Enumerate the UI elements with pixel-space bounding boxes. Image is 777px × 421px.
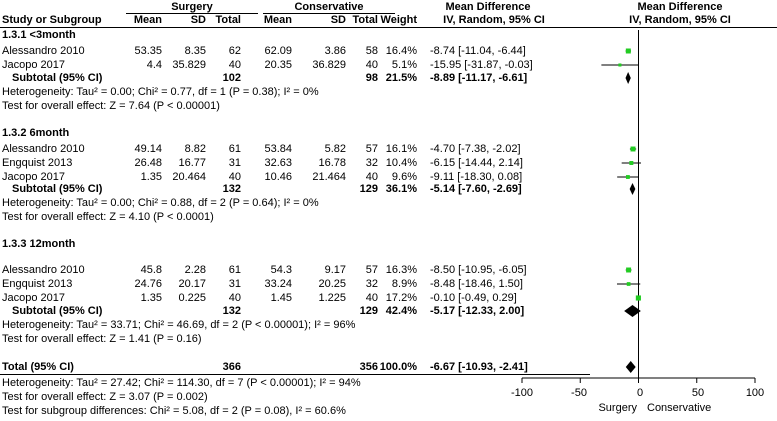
mean1-value: 1.35 [140, 292, 162, 304]
ci-value: -6.15 [-14.44, 2.14] [430, 157, 523, 169]
ci-value: -8.74 [-11.04, -6.44] [430, 45, 526, 57]
sd2-value: 5.82 [324, 143, 346, 155]
ci-value: -8.50 [-10.95, -6.05] [430, 264, 527, 276]
total2-value: 40 [365, 171, 378, 183]
heterogeneity-text: Heterogeneity: Tau² = 0.00; Chi² = 0.77, df = 1 (P = 0.38); I² = 0% [2, 86, 319, 98]
total1-value: 31 [228, 278, 241, 290]
total1-value: 61 [228, 143, 241, 155]
sd1-value: 16.77 [178, 157, 206, 169]
study-marker [626, 175, 630, 179]
total2-value: 40 [365, 59, 378, 71]
study-name: Jacopo 2017 [2, 292, 65, 304]
sd1-header: SD [190, 14, 206, 26]
favours-right-label: Conservative [647, 402, 712, 414]
overall-effect-text: Test for overall effect: Z = 4.10 (P < 0.0001) [2, 211, 214, 223]
heterogeneity-text: Heterogeneity: Tau² = 33.71; Chi² = 46.69, df = 2 (P < 0.00001); I² = 96% [2, 319, 356, 331]
study-name: Alessandro 2010 [2, 143, 85, 155]
weight-value: 16.3% [385, 264, 417, 276]
mean2-value: 1.45 [270, 292, 292, 304]
grand-total-weight: 100.0% [379, 361, 417, 373]
x-tick-label: -100 [510, 387, 534, 399]
sd1-value: 2.28 [184, 264, 206, 276]
study-name: Engquist 2013 [2, 278, 73, 290]
total1-value: 40 [228, 171, 241, 183]
subtotal-weight: 36.1% [385, 183, 417, 195]
mean2-value: 32.63 [264, 157, 292, 169]
sd1-value: 35.829 [172, 59, 206, 71]
weight-value: 17.2% [385, 292, 417, 304]
mean1-value: 26.48 [134, 157, 162, 169]
subgroup-label: 1.3.1 <3month [2, 29, 76, 41]
sd1-value: 8.82 [184, 143, 206, 155]
study-marker [631, 147, 636, 152]
subtotal-total2: 98 [365, 72, 378, 84]
total2-value: 32 [365, 278, 378, 290]
total1-header: Total [215, 14, 241, 26]
total1-value: 62 [228, 45, 241, 57]
weight-header: Weight [380, 14, 417, 26]
weight-value: 16.1% [385, 143, 417, 155]
subtotal-ci: -5.14 [-7.60, -2.69] [430, 183, 522, 195]
total-label: Total (95% CI) [2, 361, 74, 373]
ci-value: -8.48 [-18.46, 1.50] [430, 278, 523, 290]
overall-effect-text: Test for overall effect: Z = 1.41 (P = 0.16) [2, 333, 202, 345]
mean2-value: 62.09 [264, 45, 292, 57]
subtotal-total2: 129 [359, 305, 378, 317]
sd1-value: 0.225 [178, 292, 206, 304]
subtotal-ci: -5.17 [-12.33, 2.00] [430, 305, 525, 317]
plot-title-header: Mean Difference [637, 1, 723, 13]
x-tick-label: 100 [745, 387, 765, 399]
total2-value: 57 [365, 143, 378, 155]
sd2-value: 36.829 [312, 59, 346, 71]
weight-value: 10.4% [385, 157, 417, 169]
sd2-value: 20.25 [318, 278, 346, 290]
total-overall-effect-text: Test for overall effect: Z = 3.07 (P = 0.002) [2, 391, 208, 403]
total2-header: Total [352, 14, 378, 26]
sd2-value: 1.225 [318, 292, 346, 304]
mean2-value: 33.24 [264, 278, 292, 290]
subtotal-ci: -8.89 [-11.17, -6.61] [430, 72, 528, 84]
total2-value: 58 [365, 45, 378, 57]
plot-method-header: IV, Random, 95% CI [629, 14, 731, 26]
study-marker [626, 49, 631, 54]
mean2-header: Mean [263, 14, 292, 26]
subgroup-label: 1.3.2 6month [2, 127, 70, 139]
group2-header: Conservative [294, 1, 364, 13]
study-column-header: Study or Subgroup [2, 14, 102, 26]
mean1-header: Mean [133, 14, 162, 26]
weight-value: 5.1% [391, 59, 417, 71]
mean1-value: 4.4 [146, 59, 162, 71]
pooled-diamond [625, 72, 630, 84]
total-heterogeneity-text: Heterogeneity: Tau² = 27.42; Chi² = 114.30, df = 7 (P < 0.00001); I² = 94% [2, 377, 361, 389]
md-title-header: Mean Difference [445, 1, 531, 13]
study-marker [629, 161, 633, 165]
study-marker [626, 268, 631, 273]
mean2-value: 54.3 [270, 264, 292, 276]
total2-value: 40 [365, 292, 378, 304]
grand-total1: 366 [222, 361, 241, 373]
subgroup-differences-text: Test for subgroup differences: Chi² = 5.08, df = 2 (P = 0.08), I² = 60.6% [2, 405, 346, 417]
sd1-value: 20.17 [178, 278, 206, 290]
mean2-value: 10.46 [264, 171, 292, 183]
study-marker [618, 63, 621, 66]
study-marker [636, 295, 641, 300]
pooled-diamond [630, 183, 636, 195]
subtotal-total2: 129 [359, 183, 378, 195]
mean1-value: 1.35 [140, 171, 162, 183]
mean1-value: 49.14 [134, 143, 162, 155]
total2-value: 57 [365, 264, 378, 276]
study-name: Jacopo 2017 [2, 59, 65, 71]
study-name: Jacopo 2017 [2, 171, 65, 183]
subtotal-label: Subtotal (95% CI) [12, 305, 103, 317]
sd2-value: 9.17 [324, 264, 346, 276]
total1-value: 61 [228, 264, 241, 276]
study-name: Alessandro 2010 [2, 264, 85, 276]
sd2-value: 3.86 [324, 45, 346, 57]
sd2-header: SD [330, 14, 346, 26]
group1-header: Surgery [171, 1, 213, 13]
subgroup-label: 1.3.3 12month [2, 238, 76, 250]
sd1-value: 8.35 [184, 45, 206, 57]
ci-value: -4.70 [-7.38, -2.02] [430, 143, 521, 155]
subtotal-total1: 102 [222, 72, 241, 84]
mean1-value: 45.8 [140, 264, 162, 276]
grand-total2: 356 [359, 361, 378, 373]
subtotal-total1: 132 [222, 183, 241, 195]
subtotal-weight: 21.5% [385, 72, 417, 84]
md-method-header: IV, Random, 95% CI [443, 14, 545, 26]
x-tick-label: 50 [691, 387, 705, 399]
total1-value: 40 [228, 292, 241, 304]
favours-left-label: Surgery [598, 402, 637, 414]
total2-value: 32 [365, 157, 378, 169]
subtotal-weight: 42.4% [385, 305, 417, 317]
sd2-value: 21.464 [312, 171, 346, 183]
heterogeneity-text: Heterogeneity: Tau² = 0.00; Chi² = 0.88, df = 2 (P = 0.64); I² = 0% [2, 197, 319, 209]
mean2-value: 53.84 [264, 143, 292, 155]
mean1-value: 53.35 [134, 45, 162, 57]
study-marker [627, 282, 631, 286]
ci-value: -9.11 [-18.30, 0.08] [430, 171, 523, 183]
subtotal-total1: 132 [222, 305, 241, 317]
sd2-value: 16.78 [318, 157, 346, 169]
subtotal-label: Subtotal (95% CI) [12, 183, 103, 195]
total1-value: 31 [228, 157, 241, 169]
total1-value: 40 [228, 59, 241, 71]
weight-value: 16.4% [385, 45, 417, 57]
sd1-value: 20.464 [172, 171, 206, 183]
mean2-value: 20.35 [264, 59, 292, 71]
pooled-diamond [626, 361, 636, 373]
weight-value: 9.6% [391, 171, 417, 183]
mean1-value: 24.76 [134, 278, 162, 290]
grand-total-ci: -6.67 [-10.93, -2.41] [430, 361, 528, 373]
x-tick-label: -50 [571, 387, 587, 399]
x-tick-label: 0 [636, 387, 644, 399]
weight-value: 8.9% [391, 278, 417, 290]
subtotal-label: Subtotal (95% CI) [12, 72, 103, 84]
ci-value: -0.10 [-0.49, 0.29] [430, 292, 517, 304]
overall-effect-text: Test for overall effect: Z = 7.64 (P < 0.00001) [2, 100, 220, 112]
study-name: Engquist 2013 [2, 157, 73, 169]
study-name: Alessandro 2010 [2, 45, 85, 57]
ci-value: -15.95 [-31.87, -0.03] [430, 59, 533, 71]
